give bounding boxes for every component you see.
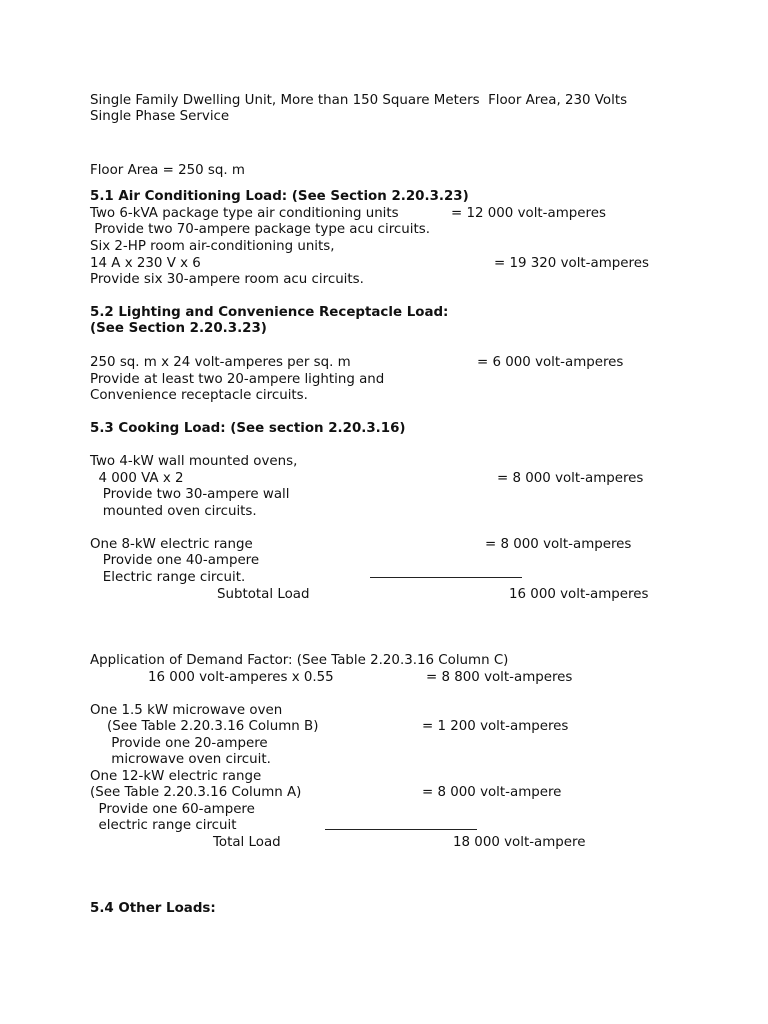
room-ac-calc-value: = 19 320 volt-amperes [494,256,649,271]
electric-range-8kw-value: = 8 000 volt-amperes [485,537,632,552]
lighting-circuits-text: Provide at least two 20-ampere lighting and [90,372,385,387]
range-circuit-60a-text-2: electric range circuit [90,818,237,833]
oven-circuits-text-1: Provide two 30-ampere wall [90,487,290,502]
section-5-4-heading: 5.4 Other Loads: [90,901,216,916]
section-5-2-reference: (See Section 2.20.3.23) [90,321,267,336]
ac-package-units-text: Two 6-kVA package type air conditioning units [90,206,399,221]
floor-area-text: Floor Area = 250 sq. m [90,163,245,178]
microwave-value: = 1 200 volt-amperes [422,719,569,734]
total-load-value: 18 000 volt-ampere [453,835,586,850]
room-ac-units-text: Six 2-HP room air-conditioning units, [90,239,335,254]
section-5-3-heading: 5.3 Cooking Load: (See section 2.20.3.16) [90,421,406,436]
room-ac-circuits-text: Provide six 30-ampere room acu circuits. [90,272,364,287]
document-title-line2: Single Phase Service [90,109,230,124]
electric-range-12kw-value: = 8 000 volt-ampere [422,785,562,800]
microwave-text: One 1.5 kW microwave oven [90,703,283,718]
demand-factor-text: Application of Demand Factor: (See Table 2.20.3.16 Column C) [90,653,509,668]
wall-ovens-value: = 8 000 volt-amperes [497,471,644,486]
oven-circuits-text-2: mounted oven circuits. [90,504,257,519]
total-rule [325,829,477,830]
range-circuit-40a-text-2: Electric range circuit. [90,570,246,585]
microwave-reference-text: (See Table 2.20.3.16 Column B) [90,719,319,734]
electric-range-8kw-text: One 8-kW electric range [90,537,253,552]
microwave-circuit-text-2: microwave oven circuit. [90,752,271,767]
subtotal-value: 16 000 volt-amperes [509,587,649,602]
section-5-1-heading: 5.1 Air Conditioning Load: (See Section 2.20.3.23) [90,189,469,204]
room-ac-calc-text: 14 A x 230 V x 6 [90,256,201,271]
document-title-line1: Single Family Dwelling Unit, More than 150 Square Meters Floor Area, 230 Volts [90,93,628,108]
ac-package-circuits-text: Provide two 70-ampere package type acu circuits. [90,222,430,237]
total-load-label: Total Load [213,835,281,850]
subtotal-rule [370,577,522,578]
section-5-2-heading: 5.2 Lighting and Convenience Receptacle Load: [90,305,449,320]
demand-factor-value: = 8 800 volt-amperes [426,670,573,685]
demand-factor-calc-text: 16 000 volt-amperes x 0.55 [148,670,334,685]
wall-ovens-calc-text: 4 000 VA x 2 [90,471,184,486]
range-circuit-60a-text-1: Provide one 60-ampere [90,802,255,817]
wall-ovens-text: Two 4-kW wall mounted ovens, [90,454,298,469]
range-circuit-40a-text-1: Provide one 40-ampere [90,553,260,568]
subtotal-label: Subtotal Load [217,587,310,602]
lighting-load-text: 250 sq. m x 24 volt-amperes per sq. m [90,355,351,370]
electric-range-12kw-reference: (See Table 2.20.3.16 Column A) [90,785,302,800]
ac-package-units-value: = 12 000 volt-amperes [451,206,606,221]
lighting-load-value: = 6 000 volt-amperes [477,355,624,370]
electric-range-12kw-text: One 12-kW electric range [90,769,262,784]
microwave-circuit-text-1: Provide one 20-ampere [90,736,268,751]
receptacle-circuits-text: Convenience receptacle circuits. [90,388,308,403]
